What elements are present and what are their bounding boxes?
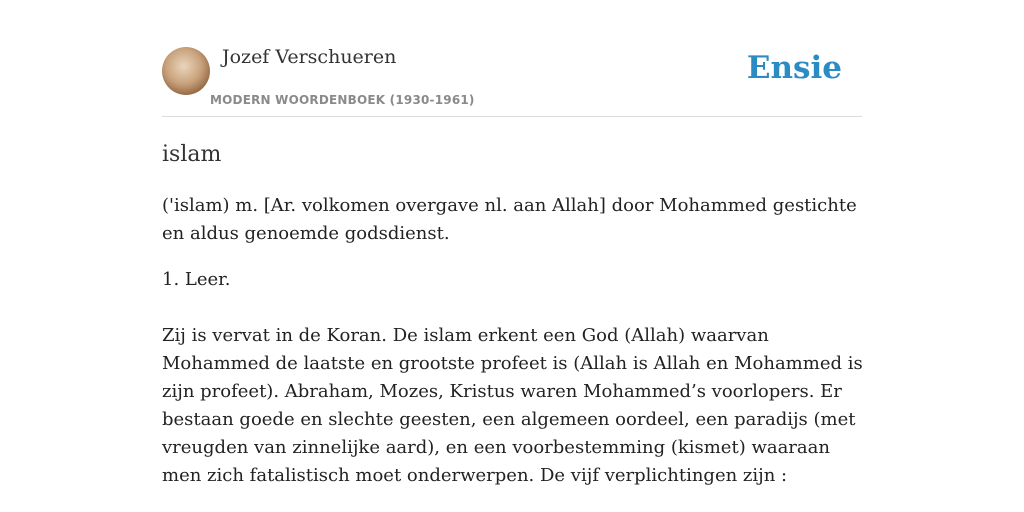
entry-definition: ('islam) m. [Ar. volkomen overgave nl. aan Allah] door Mohammed gestichte en aldus genoemde godsdienst. bbox=[162, 195, 857, 244]
author-avatar[interactable] bbox=[162, 47, 210, 95]
header bbox=[162, 0, 862, 117]
entry-body: Zij is vervat in de Koran. De islam erkent een God (Allah) waarvan Mohammed de laatste en grootste profeet is (Allah is Allah en Mohammed is zijn profeet). Abraham, Mozes, Kristus waren Mohammed’s voorlopers. Er bestaan goede en slechte geesten, een algemeen oordeel, een paradijs (met vreugden van zinnelijke aard), en een voorbestemming (kismet) waaraan men zich fatalistisch moet onderwerpen. De vijf verplichtingen zijn : bbox=[162, 325, 863, 486]
entry-content bbox=[162, 138, 867, 490]
brand-logo[interactable]: Ensie bbox=[746, 50, 842, 86]
entry-sense-1: 1. Leer. bbox=[162, 269, 231, 290]
author-name[interactable]: Jozef Verschueren bbox=[222, 46, 397, 68]
entry-term: islam bbox=[162, 142, 222, 167]
source-label[interactable]: MODERN WOORDENBOEK (1930-1961) bbox=[210, 93, 475, 107]
